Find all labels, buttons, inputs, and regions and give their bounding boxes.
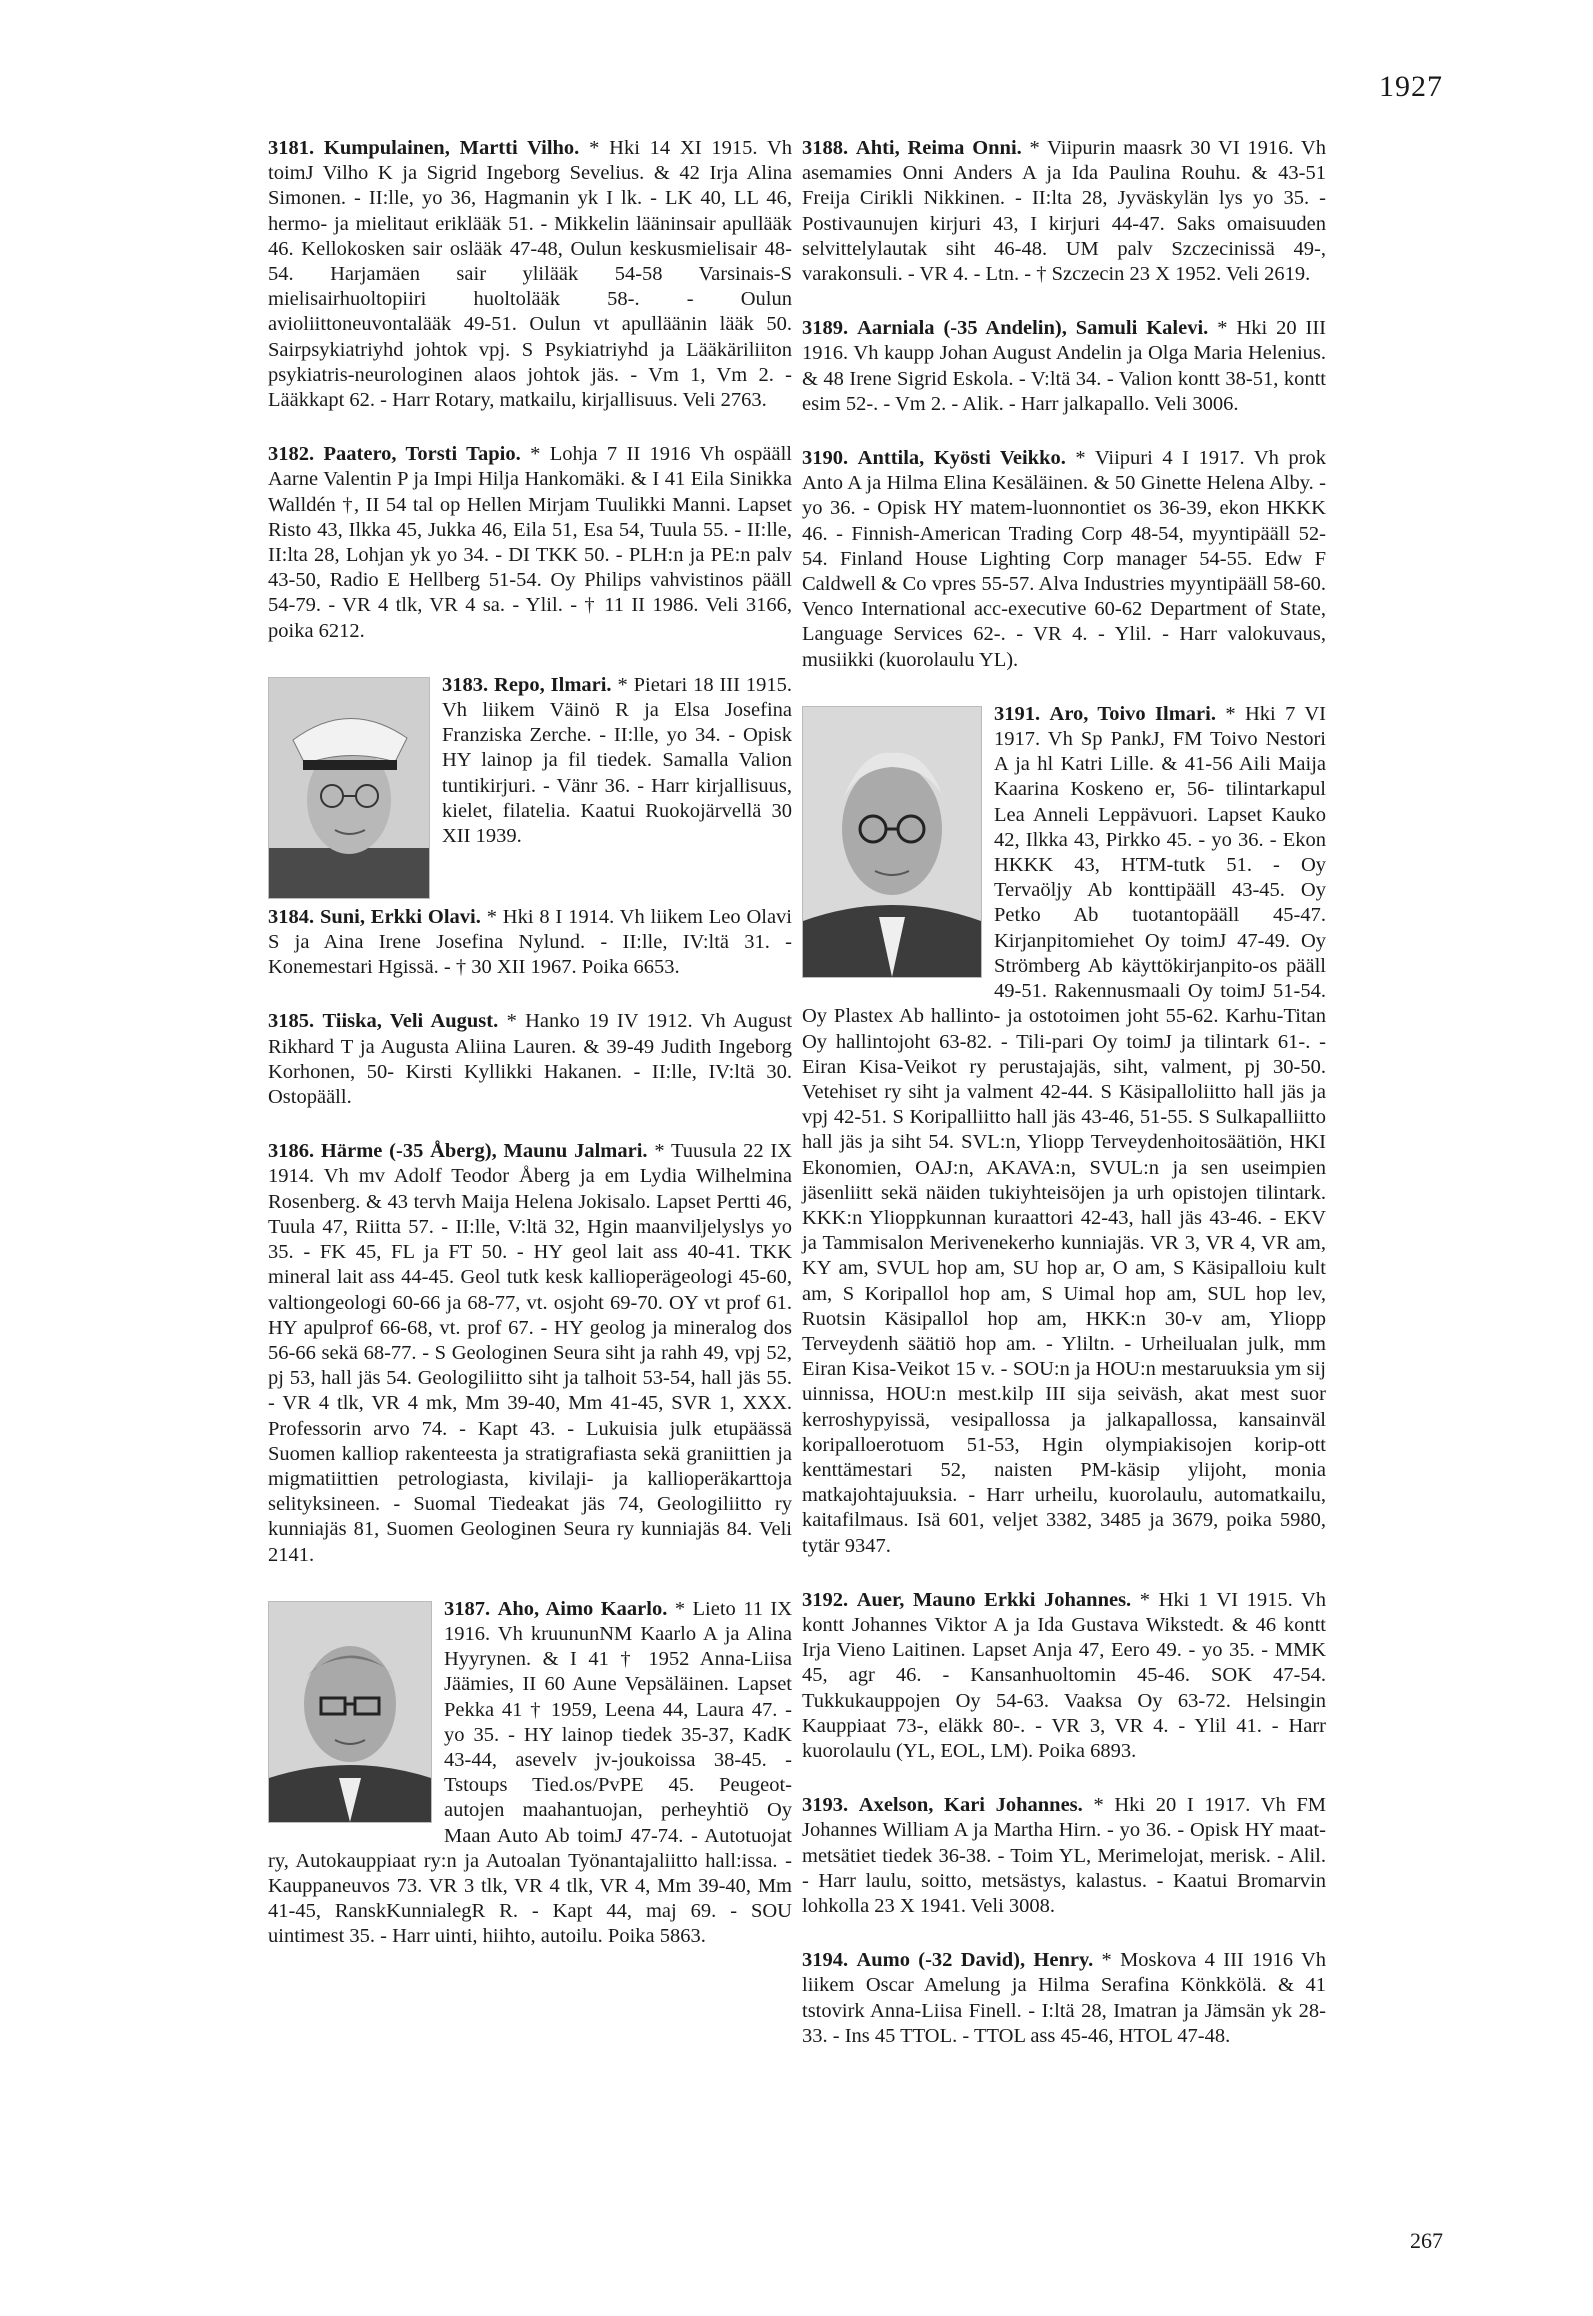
entry-3192 (802, 1588, 1326, 1764)
entry-text: * Pietari 18 III 1915. Vh liikem Väinö R ja Elsa Josefina Franziska Zerche. - II:lle, yo 34. - Opisk HY lainop ja fil tiedek. Samalla Valion tuntikirjuri. - Vänr 36. - Harr kirjallisuus, kielet, filatelia. Kaatui Ruokojärvellä 30 XII 1939. (442, 673, 793, 848)
entry-text: * Lieto 11 IX 1916. Vh kruununNM Kaarlo A ja Alina Hyyrynen. & I 41 † 1952 Anna-Liisa Jäämies, II 60 Aune Vepsäläinen. Lapset Pekka 41 † 1959, Leena 44, Laura 47. - yo 35. - HY lainop tiedek 35-37, KadK 43-44, asevelv jv-joukoissa 38-45. - Tstoups Tied.os/PvPE 45. Peugeot-autojen maahantuojan, perheyhtiö Oy Maan Auto Ab toimJ 47-74. - Autotuojat ry, Autokauppiaat ry:n ja Autoalan Työnantajaliitto hall:issa. - Kauppaneuvos 73. VR 3 tlk, VR 4 tlk, VR 4, Mm 39-40, Mm 41-45, RanskKunnialegR R. - Kapt 44, maj 69. - SOU uintimest 35. - Harr uinti, hiihto, autoilu. Poika 5863. (268, 1597, 793, 1948)
entry-text: * Viipuri 4 I 1917. Vh prok Anto A ja Hilma Elina Kesäläinen. & 50 Ginette Helena Alby. - yo 36. - Opisk HY matem-luonnontiet os 36-39, ekon HKKK 46. - Finnish-American Trading Corp 48-54, myyntipääll 52- 54. Finland House Lighting Corp manager 54-55. Edw F Caldwell & Co vpres 55-57. Alva Industries myyntipääll 58-60. Venco International acc-executive 60-62 Department of State, Language Services 62-. - VR 4. - Ylil. - Harr valokuvaus, musiikki (kuorolaulu YL). (802, 447, 1326, 671)
entry-3189 (802, 316, 1326, 417)
entry-number: 3184. (268, 905, 315, 928)
entry-3188 (802, 136, 1326, 287)
entry-3191 (802, 702, 1326, 1559)
entry-number: 3183. (442, 673, 489, 696)
entry-name: Auer, Mauno Erkki Johannes. (856, 1588, 1132, 1611)
left-column (268, 136, 792, 1950)
portrait-photo (268, 677, 430, 899)
portrait-image (803, 707, 981, 977)
entry-name: Anttila, Kyösti Veikko. (857, 447, 1066, 470)
entry-3185 (268, 1009, 792, 1110)
entry-number: 3188. (802, 137, 849, 159)
entry-text: * Hki 20 I 1917. Vh FM Johannes William A ja Martha Hirn. - yo 36. - Opisk HY maat-metsätiet tiedek 36-38. - Toim YL, Merimelojat, merisk. - Alil. - Harr laulu, soitto, metsästys, kalastus. - Kaatui Bromarvin lohkolla 23 X 1941. Veli 3008. (802, 1794, 1327, 1917)
entry-text: * Hki 8 I 1914. Vh liikem Leo Olavi S ja Aina Irene Josefina Nylund. - II:lle, IV:ltä 31. - Konemestari Hgissä. - † 30 XII 1967. Poika 6653. (268, 905, 793, 979)
entry-3181 (268, 136, 792, 413)
entry-name: Aarniala (-35 Andelin), Samuli Kalevi. (857, 317, 1209, 340)
entry-text: * Lohja 7 II 1916 Vh ospääll Aarne Valentin P ja Impi Hilja Hankomäki. & I 41 Eila Sinikka Walldén †, II 54 tal op Hellen Mirjam Tuulikki Manni. Lapset Risto 43, Ilkka 45, Jukka 46, Eila 51, Esa 54, Tuula 55. - II:lle, II:lta 28, Lohjan yk yo 34. - DI TKK 50. - PLH:n ja PE:n palv 43-50, Radio E Hellberg 51-54. Oy Philips vahvistinos pääll 54-79. - VR 4 tlk, VR 4 sa. - Ylil. - † 11 II 1986. Veli 3166, poika 6212. (268, 443, 793, 642)
entry-name: Aro, Toivo Ilmari. (1049, 702, 1216, 725)
entry-text: * Moskova 4 III 1916 Vh liikem Oscar Amelung ja Hilma Serafina Könkkölä. & 41 tstovirk Anna-Liisa Finell. - I:ltä 28, Imatran ja Jämsän yk 28-33. - Ins 45 TTOL. - TTOL ass 45-46, HTOL 47-48. (802, 1949, 1327, 2047)
entry-number: 3186. (268, 1140, 315, 1163)
entry-3187 (268, 1597, 792, 1950)
entry-name: Aho, Aimo Kaarlo. (497, 1597, 668, 1620)
entry-3193 (802, 1793, 1326, 1919)
entry-name: Paatero, Torsti Tapio. (323, 443, 521, 466)
entry-number: 3194. (802, 1949, 849, 1972)
portrait-image (269, 678, 429, 898)
entry-name: Härme (-35 Åberg), Maunu Jalmari. (320, 1140, 648, 1163)
page-number: 267 (1410, 2228, 1443, 2253)
entry-3194 (802, 1948, 1326, 2049)
entry-number: 3185. (268, 1010, 315, 1033)
entry-3183 (268, 673, 792, 849)
portrait-photo (802, 706, 982, 978)
entry-number: 3187. (444, 1597, 491, 1620)
entry-text: * Hki 1 VI 1915. Vh kontt Johannes Viktor A ja Ida Gustava Wikstedt. & 46 kontt Irja Vieno Laitinen. Lapset Anja 47, Eero 49. - yo 35. - MMK 45, agr 46. - Kansanhuoltomin 45-46. SOK 47-54. Tukkukauppojen Oy 54-63. Vaaksa Oy 63-72. Helsingin Kauppiaat 73-, eläkk 80-. - VR 3, VR 4. - Ylil 41. - Harr kuorolaulu (YL, EOL, LM). Poika 6893. (802, 1588, 1327, 1762)
entry-name: Ahti, Reima Onni. (855, 137, 1022, 159)
entry-text: * Viipurin maasrk 30 VI 1916. Vh asemamies Onni Anders A ja Ida Paulina Rouhu. & 43-51 Freija Cirikli Nikkinen. - II:lta 28, Jyväskylän lys yo 35. - Postivaunujen kirjuri 43, I kirjuri 44-47. Saks omaisuuden selvittelylautak siht 46-48. UM palv Szczecinissä 49-, varakonsuli. - VR 4. - Ltn. - † Szczecin 23 X 1952. Veli 2619. (802, 137, 1326, 286)
entry-3182 (268, 442, 792, 644)
entry-3186 (268, 1139, 792, 1567)
entry-number: 3192. (802, 1588, 849, 1611)
entry-text: * Hanko 19 IV 1912. Vh August Rikhard T ja Augusta Aliina Lauren. & 39-49 Judith Ingeborg Korhonen, 50- Kirsti Kyllikki Hakanen. - II:lle, IV:ltä 30. Ostopääll. (268, 1010, 793, 1109)
portrait-photo (268, 1601, 432, 1823)
entry-text: * Hki 7 VI 1917. Vh Sp PankJ, FM Toivo Nestori A ja hl Katri Lille. & 41-56 Aili Maija Kaarina Koskeno er, 56- tilintarkapul Lea Anneli Leppävuori. Lapset Kauko 42, Ilkka 43, Pirkko 45. - yo 36. - Ekon HKKK 43, HTM-tutk 51. - Oy Tervaöljy Ab konttipääll 43-45. Oy Petko Ab tuotantopääll 45-47. Kirjanpitomiehet Oy toimJ 47-49. Oy Strömberg Ab käyttökirjanpito-os pääll 49-51. Rakennusmaali Oy toimJ 51-54. Oy Plastex Ab hallinto- ja ostotoimen joht 55-62. Karhu-Titan Oy hallintojoht 63-82. - Tili-pari Oy toimJ ja tilintark 61-. - Eiran Kisa-Veikot ry perustajajäs, siht, valment, pj 30-50. Vetehiset ry siht ja valment 42-44. S Käsipalloliitto hall jäs ja vpj 42-51. S Koripalliitto hall jäs 43-46, 51-55. S Sulkapalliitto hall jäs ja siht 54. SVL:n, Yliopp Terveydenhoitosäätiön, HKI Ekonomien, OAJ:n, AKAVA:n, SVUL:n ja sen useimpien jäsenliitt sekä näiden tukiyhteisöjen ja urh opistojen tilintark. KKK:n Ylioppkunnan kuraattori 42-43, hall jäs 43-46. - EKV ja Tammisalon Merivenekerho kunniajäs. VR 3, VR 4, VR am, KY am, SVUL hop am, SU hop ar, O am, S Käsipalloiu kult am, S Koripallol hop am, S Uimal hop am, SUL hop lev, Ruotsin Käsipallol hop am, HKK:n 30-v am, Yliopp Terveydenh säätiö hop am. - Yliltn. - Urheilualan julk, mm Eiran Kisa-Veikot 15 v. - SOU:n ja HOU:n mestaruuksia ym sij uinnissa, HOU:n mest.kilp III sija seiväsh, akat mest suor kerroshypyissä, vesipallossa ja jalkapallossa, kansainväl koripalloerotuom 51-53, Hgin olympiakisojen korip-ott kenttämestari 52, naisten PM-käsip ylijoht, monia matkajohtajuuksia. - Harr urheilu, kuorolaulu, automatkailu, kaitafilmaus. Isä 601, veljet 3382, 3485 ja 3679, poika 5980, tytär 9347. (802, 702, 1327, 1557)
entry-name: Aumo (-32 David), Henry. (856, 1949, 1094, 1972)
entry-text: * Tuusula 22 IX 1914. Vh mv Adolf Teodor Åberg ja em Lydia Wilhelmina Rosenberg. & 43 tervh Maija Helena Jokisalo. Lapset Pertti 46, Tuula 47, Riitta 57. - II:lle, V:ltä 32, Hgin maanviljelyslys yo 35. - FK 45, FL ja FT 50. - HY geol lait ass 40-41. TKK mineral lait ass 44-45. Geol tutk kesk kallioperägeologi 45-60, valtiongeologi 60-66 ja 68-77, vt. osjoht 69-70. OY vt prof 61. HY apulprof 66-68, vt. prof 67. - HY geolog ja mineralog dos 56-66 sekä 68-77. - S Geologinen Seura siht ja rahh 49, vpj 52, pj 53, hall jäs 54. Geologiliitto siht ja talhoit 53-54, hall jäs 55. - VR 4 tlk, VR 4 mk, Mm 39-40, Mm 41-45, SVR 1, XXX. Professorin arvo 74. - Kapt 43. - Lukuisia julk etupäässä Suomen kalliop rakenteesta ja stratigrafiasta sekä graniittien ja migmatiittien petrologiasta, kivilaji- ja kallioperäkarttoja selityksineen. - Suomal Tiedeakat jäs 74, Geologiliitto ry kunniajäs 81, Suomen Geologinen Seura ry kunniajäs 84. Veli 2141. (268, 1140, 793, 1566)
entry-name: Kumpulainen, Martti Vilho. (323, 137, 580, 159)
entry-number: 3182. (268, 443, 315, 466)
entry-number: 3189. (802, 317, 849, 340)
entry-name: Axelson, Kari Johannes. (858, 1794, 1083, 1817)
entry-number: 3193. (802, 1794, 849, 1817)
entry-text: * Hki 14 XI 1915. Vh toimJ Vilho K ja Sigrid Ingeborg Sevelius. & 42 Irja Alina Simonen. - II:lle, yo 36, Hagmanin yk I lk. - LK 40, LL 46, hermo- ja mielitaut eriklääk 51. - Mikkelin lääninsair apullääk 46. Kellokosken sair oslääk 47-48, Oulun keskusmielisair 48-54. Harjamäen sair ylilääk 54-58 Varsinais-S mielisairhuoltopiiri huoltolääk 58-. - Oulun avioliittoneuvontalääk 49-51. Oulun vt apulläänin lääk 50. Sairpsykiatriyhd johtok vpj. S Psykiatriyhd ja Lääkäriliiton psykiatris-neurologinen alaos johtok jäs. - Vm 1, Vm 2. - Lääkkapt 62. - Harr Rotary, matkailu, kirjallisuus. Veli 2763. (268, 137, 793, 412)
entry-number: 3181. (268, 137, 315, 159)
entry-number: 3191. (994, 702, 1041, 725)
entry-name: Tiiska, Veli August. (322, 1010, 499, 1033)
page-year: 1927 (1379, 70, 1443, 103)
entry-name: Repo, Ilmari. (494, 673, 612, 696)
entry-text: * Hki 20 III 1916. Vh kaupp Johan August Andelin ja Olga Maria Helenius. & 48 Irene Sigrid Eskola. - V:ltä 34. - Valion kontt 38-51, kontt esim 52-. - Vm 2. - Alik. - Harr jalkapallo. Veli 3006. (802, 317, 1327, 415)
entry-3184 (268, 905, 792, 981)
portrait-image (269, 1602, 431, 1822)
entry-number: 3190. (802, 447, 849, 470)
right-column (802, 136, 1326, 2049)
entry-3190 (802, 446, 1326, 673)
entry-name: Suni, Erkki Olavi. (319, 905, 481, 928)
